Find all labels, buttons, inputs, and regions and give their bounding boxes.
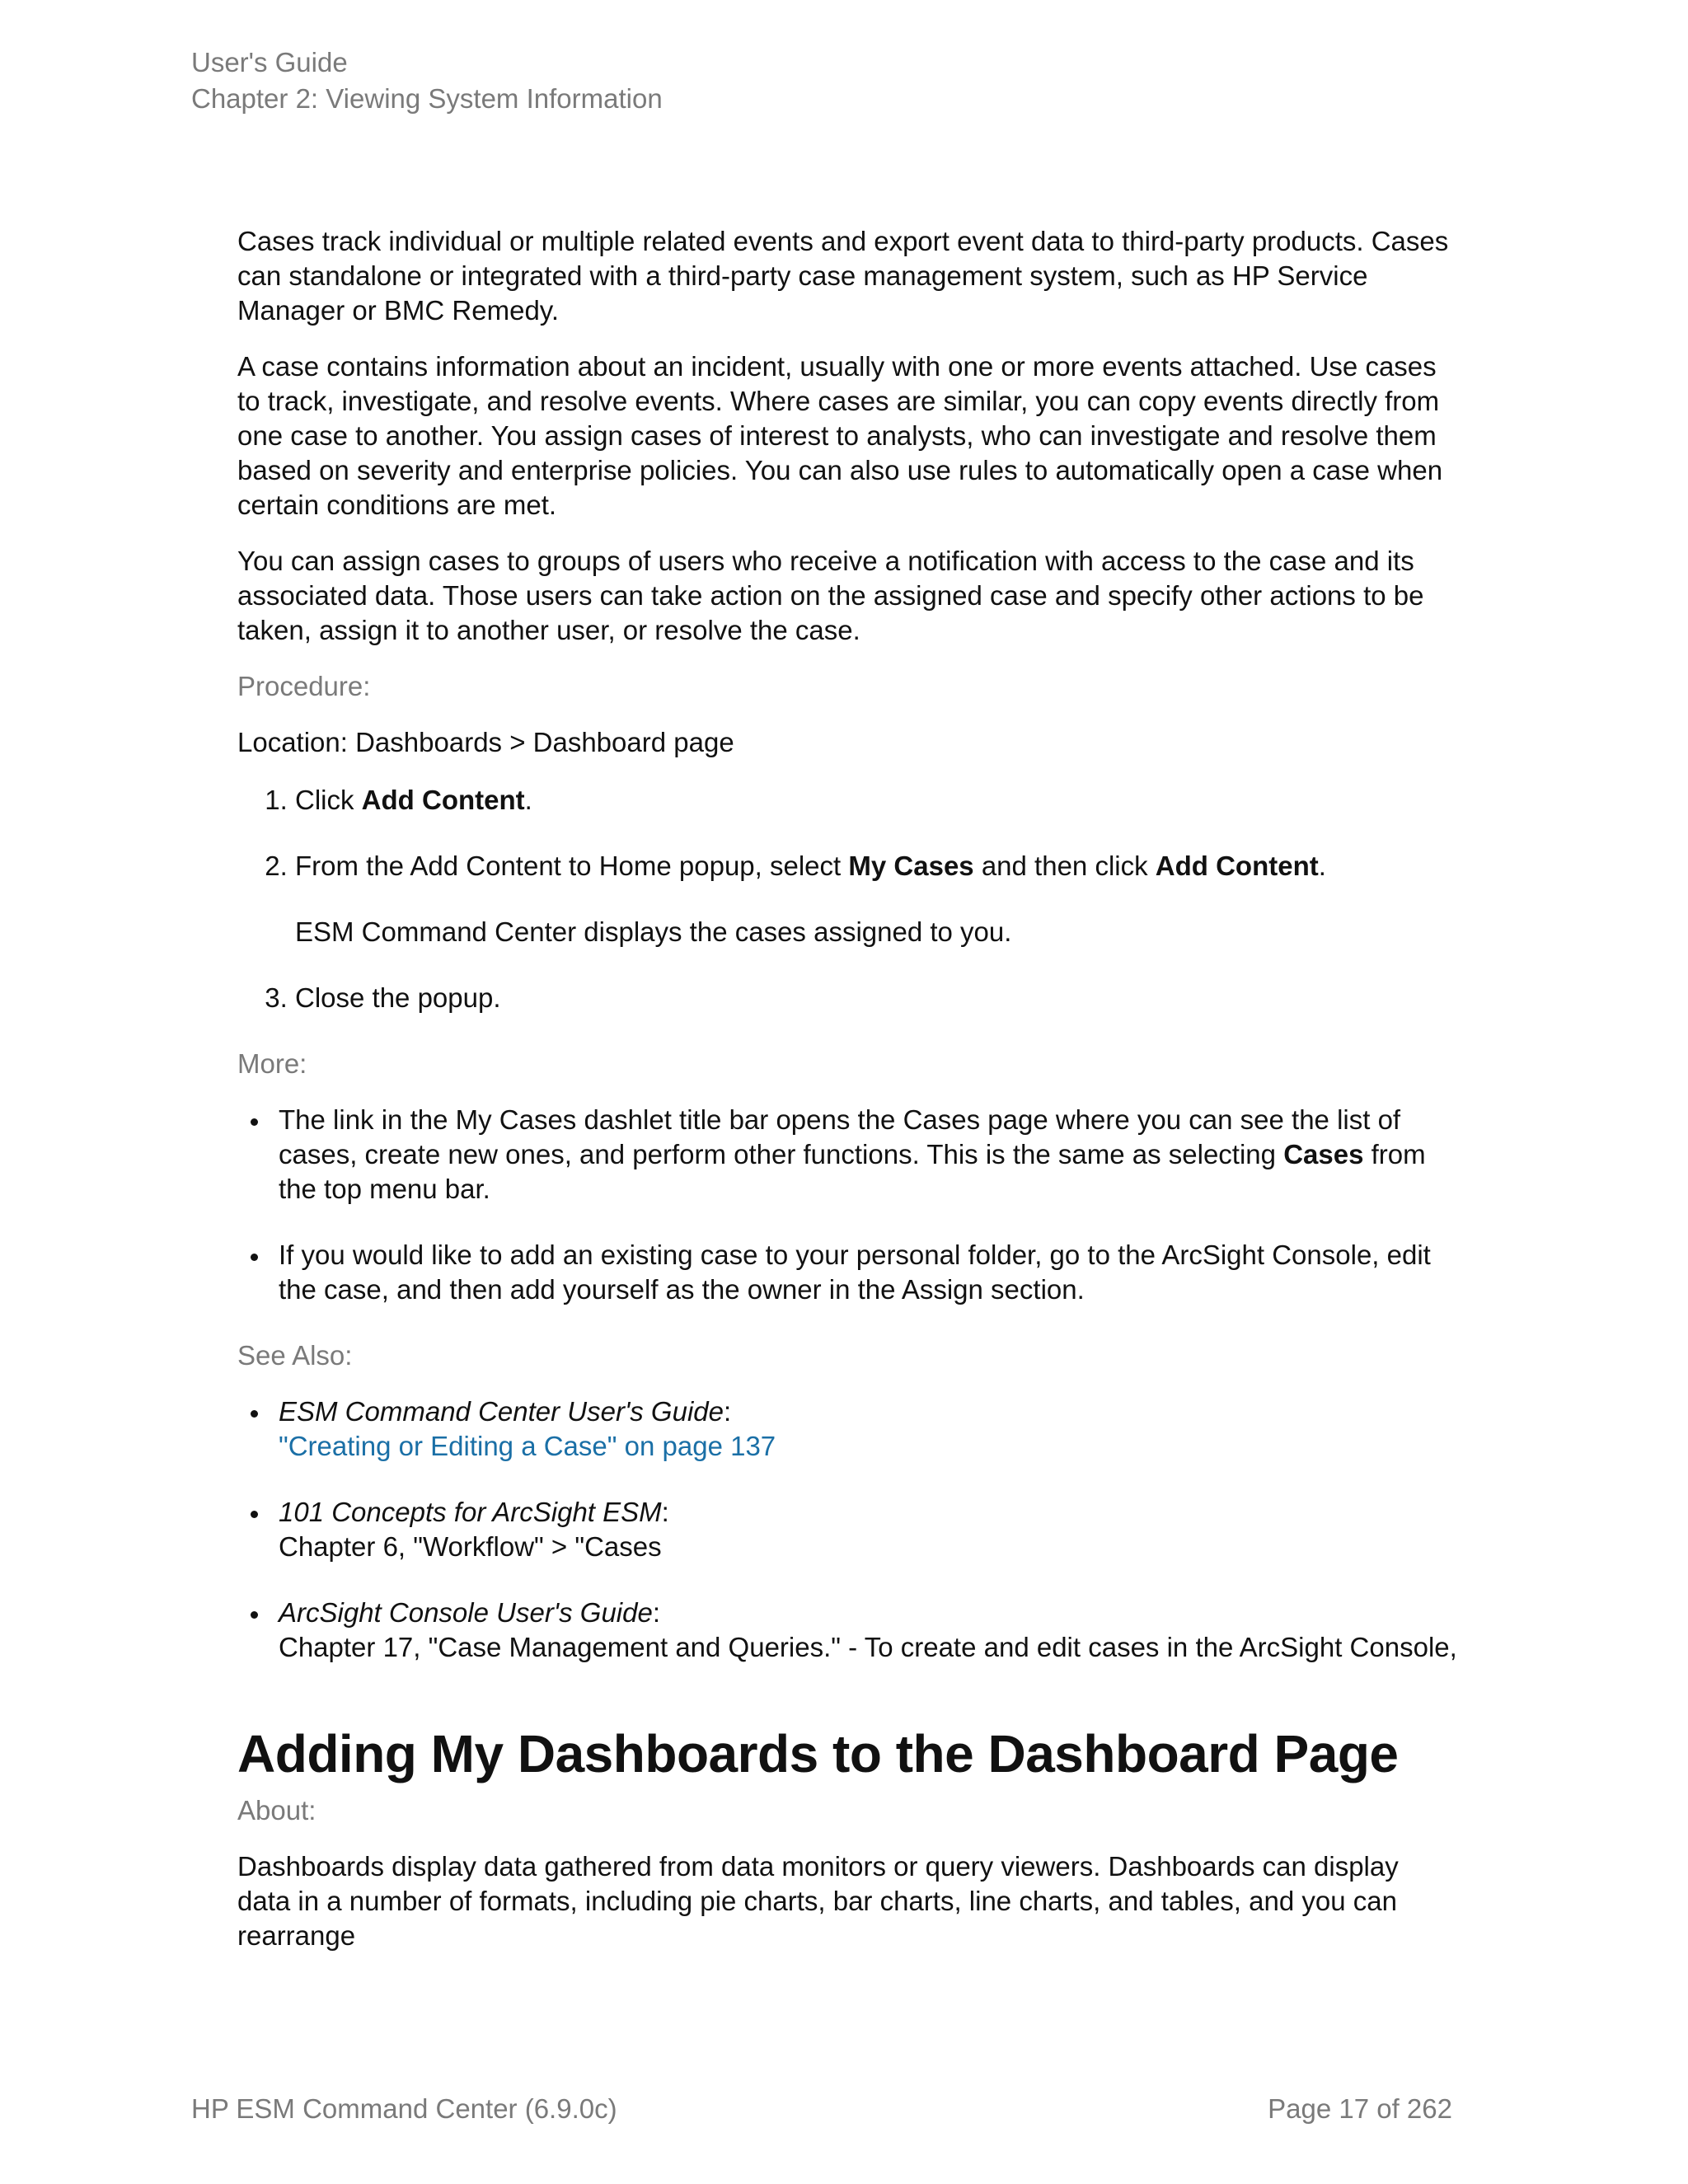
section-heading: Adding My Dashboards to the Dashboard Page [237,1724,1399,1783]
reference-title: ESM Command Center User's Guide [279,1396,724,1427]
step-1: 1. Click Add Content. [295,783,1457,818]
section-paragraph-1: Dashboards display data gathered from data monitors or query viewers. Dashboards can display data in a number of formats, including pie charts, bar charts, line charts, and tables, and you can rearrange [237,1851,1399,1951]
ui-term-cases: Cases [1283,1139,1364,1169]
more-label: More: [237,1048,307,1079]
see-also-item-1: ESM Command Center User's Guide: "Creating or Editing a Case" on page 137 [279,1394,1457,1464]
about-label: About: [237,1795,316,1825]
step-2-result: ESM Command Center displays the cases assigned to you. [295,916,1012,947]
footer-page-number: Page 17 of 262 [1268,2093,1452,2124]
doc-title: User's Guide [191,47,348,77]
step-2: 2. From the Add Content to Home popup, select My Cases and then click Add Content. ESM Command Center displays the cases assigned to you. [295,849,1457,949]
see-also-list [237,1394,1457,1665]
see-also-item-3: ArcSight Console User's Guide: Chapter 17, "Case Management and Queries." - To create and edit cases in the ArcSight Console, [279,1596,1457,1665]
chapter-title: Chapter 2: Viewing System Information [191,83,663,114]
more-list [237,1103,1457,1307]
intro-paragraph-3: You can assign cases to groups of users who receive a notification with access to the case and its associated data. Those users can take action on the assigned case and specify other actions to be taken, assign it to another user, or resolve the case. [237,546,1424,645]
intro-paragraph-2: A case contains information about an incident, usually with one or more events attached. Use cases to track, investigate, and resolve events. Where cases are similar, you can copy events directly from one case to another. You assign cases of interest to analysts, who can investigate and resolve them based on severity and enterprise policies. You can also use rules to automatically open a case when certain conditions are met. [237,351,1443,520]
intro-paragraph-1: Cases track individual or multiple related events and export event data to third-party products. Cases can standalone or integrated with a third-party case management system, such as HP Service Manager or BMC Remedy. [237,226,1449,326]
footer-product: HP ESM Command Center (6.9.0c) [191,2093,617,2124]
procedure-label: Procedure: [237,671,371,701]
page-content [237,224,1457,1975]
ui-term-my-cases: My Cases [848,851,974,881]
reference-detail: Chapter 17, "Case Management and Queries." - To create and edit cases in the ArcSight Console, [279,1632,1457,1662]
reference-title: ArcSight Console User's Guide [279,1597,653,1628]
step-3: 3. Close the popup. [295,981,1457,1015]
cross-reference-link[interactable]: "Creating or Editing a Case" on page 137 [279,1431,776,1461]
ui-term-add-content: Add Content [1155,851,1319,881]
see-also-label: See Also: [237,1340,353,1371]
running-header [191,45,663,117]
procedure-steps [237,783,1457,1015]
reference-title: 101 Concepts for ArcSight ESM [279,1497,662,1527]
ui-term-add-content: Add Content [361,785,525,815]
see-also-item-2: 101 Concepts for ArcSight ESM: Chapter 6, "Workflow" > "Cases [279,1495,1457,1564]
procedure-location: Location: Dashboards > Dashboard page [237,727,734,757]
reference-detail: Chapter 6, "Workflow" > "Cases [279,1531,662,1562]
more-item-1: The link in the My Cases dashlet title bar opens the Cases page where you can see the list of cases, create new ones, and perform other functions. This is the same as selecting Cases from the top menu bar. [279,1103,1457,1207]
more-item-2: If you would like to add an existing case to your personal folder, go to the ArcSight Console, edit the case, and then add yourself as the owner in the Assign section. [279,1238,1457,1307]
